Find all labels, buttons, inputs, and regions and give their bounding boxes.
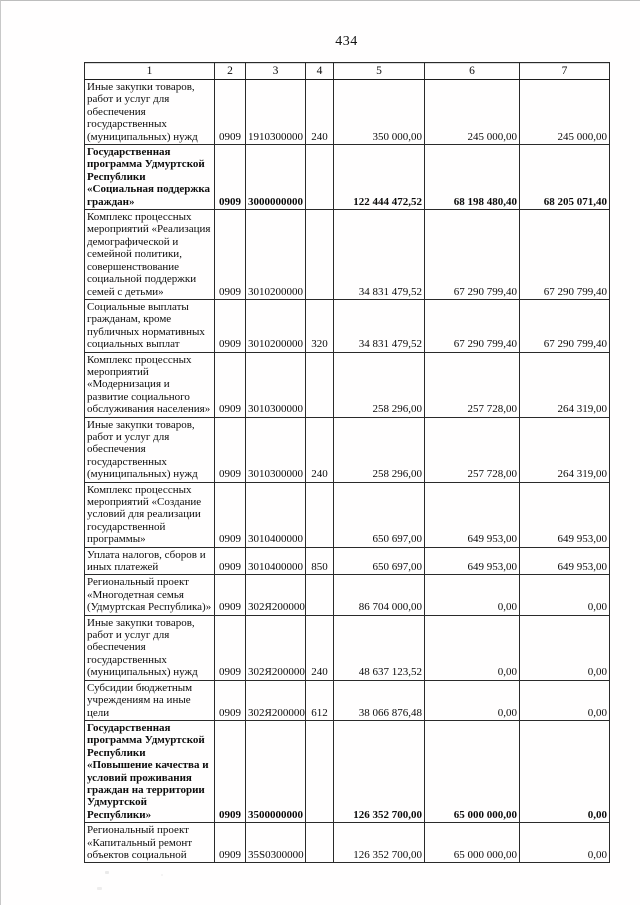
cell-amount-y2: 0,00 (425, 680, 520, 720)
cell-name: Уплата налогов, сборов и иных платежей (85, 547, 215, 575)
cell-rz-code: 0909 (215, 615, 246, 680)
cell-vr-code (306, 210, 334, 300)
table-row (85, 352, 610, 417)
cell-amount-y2: 0,00 (425, 575, 520, 615)
cell-rz-code: 0909 (215, 145, 246, 210)
cell-amount-plan: 650 697,00 (334, 482, 425, 547)
cell-amount-y2: 649 953,00 (425, 547, 520, 575)
cell-amount-plan: 350 000,00 (334, 80, 425, 145)
cell-name: Комплекс процессных мероприятий «Создание условий для реализации государственной программы» (85, 482, 215, 547)
cell-name: Комплекс процессных мероприятий «Модернизация и развитие социального обслуживания населения» (85, 352, 215, 417)
table-row (85, 145, 610, 210)
budget-table (84, 62, 610, 863)
cell-amount-plan: 126 352 700,00 (334, 720, 425, 822)
cell-name: Субсидии бюджетным учреждениям на иные цели (85, 680, 215, 720)
scan-noise-speck (105, 871, 109, 874)
cell-rz-code: 0909 (215, 720, 246, 822)
cell-amount-y3: 67 290 799,40 (520, 210, 610, 300)
cell-amount-y3: 0,00 (520, 575, 610, 615)
cell-amount-y2: 257 728,00 (425, 417, 520, 482)
cell-csr-code: 302Я200000 (246, 615, 306, 680)
cell-csr-code: 302Я200000 (246, 575, 306, 615)
cell-amount-plan: 258 296,00 (334, 352, 425, 417)
cell-csr-code: 3010400000 (246, 547, 306, 575)
column-header-1: 1 (85, 63, 215, 80)
table-row (85, 482, 610, 547)
cell-amount-y2: 245 000,00 (425, 80, 520, 145)
cell-vr-code: 240 (306, 615, 334, 680)
cell-csr-code: 3010400000 (246, 482, 306, 547)
table-row (85, 299, 610, 352)
cell-vr-code: 240 (306, 417, 334, 482)
cell-vr-code (306, 720, 334, 822)
cell-vr-code (306, 482, 334, 547)
table-row (85, 417, 610, 482)
cell-vr-code (306, 823, 334, 863)
cell-amount-plan: 126 352 700,00 (334, 823, 425, 863)
cell-name: Иные закупки товаров, работ и услуг для обеспечения государственных (муниципальных) нужд (85, 615, 215, 680)
column-header-4: 4 (306, 63, 334, 80)
cell-amount-y3: 264 319,00 (520, 352, 610, 417)
cell-rz-code: 0909 (215, 680, 246, 720)
table-row (85, 720, 610, 822)
budget-table-body (85, 80, 610, 863)
cell-vr-code (306, 352, 334, 417)
cell-rz-code: 0909 (215, 417, 246, 482)
cell-csr-code: 3010300000 (246, 417, 306, 482)
cell-vr-code: 612 (306, 680, 334, 720)
cell-rz-code: 0909 (215, 80, 246, 145)
cell-amount-y3: 264 319,00 (520, 417, 610, 482)
cell-amount-y2: 68 198 480,40 (425, 145, 520, 210)
cell-amount-plan: 122 444 472,52 (334, 145, 425, 210)
cell-name: Комплекс процессных мероприятий «Реализация демографической и семейной политики, совершенствование социальной поддержки семей с детьми» (85, 210, 215, 300)
cell-name: Государственная программа Удмуртской Республики «Социальная поддержка граждан» (85, 145, 215, 210)
cell-amount-y3: 0,00 (520, 720, 610, 822)
cell-rz-code: 0909 (215, 823, 246, 863)
cell-amount-y2: 0,00 (425, 615, 520, 680)
table-row (85, 547, 610, 575)
cell-csr-code: 3500000000 (246, 720, 306, 822)
cell-amount-y2: 67 290 799,40 (425, 299, 520, 352)
cell-amount-y2: 65 000 000,00 (425, 823, 520, 863)
cell-amount-y2: 257 728,00 (425, 352, 520, 417)
cell-rz-code: 0909 (215, 482, 246, 547)
table-row (85, 575, 610, 615)
cell-amount-y3: 0,00 (520, 823, 610, 863)
cell-amount-y3: 68 205 071,40 (520, 145, 610, 210)
cell-name: Региональный проект «Многодетная семья (Удмуртская Республика)» (85, 575, 215, 615)
cell-csr-code: 3010200000 (246, 299, 306, 352)
cell-amount-plan: 38 066 876,48 (334, 680, 425, 720)
table-row (85, 210, 610, 300)
column-header-7: 7 (520, 63, 610, 80)
cell-csr-code: 3010200000 (246, 210, 306, 300)
cell-vr-code: 850 (306, 547, 334, 575)
cell-csr-code: 3010300000 (246, 352, 306, 417)
cell-name: Региональный проект «Капитальный ремонт объектов социальной (85, 823, 215, 863)
cell-name: Социальные выплаты гражданам, кроме публичных нормативных социальных выплат (85, 299, 215, 352)
cell-amount-y2: 67 290 799,40 (425, 210, 520, 300)
cell-rz-code: 0909 (215, 210, 246, 300)
cell-vr-code (306, 145, 334, 210)
cell-name: Государственная программа Удмуртской Республики «Повышение качества и условий проживания граждан на территории Удмуртской Республики» (85, 720, 215, 822)
cell-rz-code: 0909 (215, 352, 246, 417)
cell-amount-plan: 86 704 000,00 (334, 575, 425, 615)
column-header-2: 2 (215, 63, 246, 80)
column-header-5: 5 (334, 63, 425, 80)
cell-csr-code: 1910300000 (246, 80, 306, 145)
cell-amount-y2: 65 000 000,00 (425, 720, 520, 822)
cell-amount-plan: 650 697,00 (334, 547, 425, 575)
cell-amount-y3: 67 290 799,40 (520, 299, 610, 352)
cell-csr-code: 302Я200000 (246, 680, 306, 720)
table-row (85, 680, 610, 720)
scan-noise-speck (161, 874, 163, 876)
cell-amount-y3: 649 953,00 (520, 547, 610, 575)
cell-amount-y3: 245 000,00 (520, 80, 610, 145)
cell-rz-code: 0909 (215, 299, 246, 352)
table-header-row (85, 63, 610, 80)
cell-amount-plan: 48 637 123,52 (334, 615, 425, 680)
column-header-3: 3 (246, 63, 306, 80)
cell-amount-plan: 34 831 479,52 (334, 210, 425, 300)
scan-noise-speck (97, 887, 102, 890)
cell-vr-code (306, 575, 334, 615)
cell-amount-y2: 649 953,00 (425, 482, 520, 547)
table-row (85, 823, 610, 863)
table-row (85, 80, 610, 145)
cell-rz-code: 0909 (215, 547, 246, 575)
cell-vr-code: 240 (306, 80, 334, 145)
cell-amount-y3: 0,00 (520, 680, 610, 720)
cell-amount-y3: 649 953,00 (520, 482, 610, 547)
column-header-6: 6 (425, 63, 520, 80)
cell-amount-y3: 0,00 (520, 615, 610, 680)
cell-vr-code: 320 (306, 299, 334, 352)
cell-name: Иные закупки товаров, работ и услуг для обеспечения государственных (муниципальных) нужд (85, 80, 215, 145)
cell-csr-code: 3000000000 (246, 145, 306, 210)
cell-amount-plan: 258 296,00 (334, 417, 425, 482)
cell-rz-code: 0909 (215, 575, 246, 615)
cell-name: Иные закупки товаров, работ и услуг для обеспечения государственных (муниципальных) нужд (85, 417, 215, 482)
table-row (85, 615, 610, 680)
cell-csr-code: 35S0300000 (246, 823, 306, 863)
page-number: 434 (335, 34, 358, 49)
cell-amount-plan: 34 831 479,52 (334, 299, 425, 352)
